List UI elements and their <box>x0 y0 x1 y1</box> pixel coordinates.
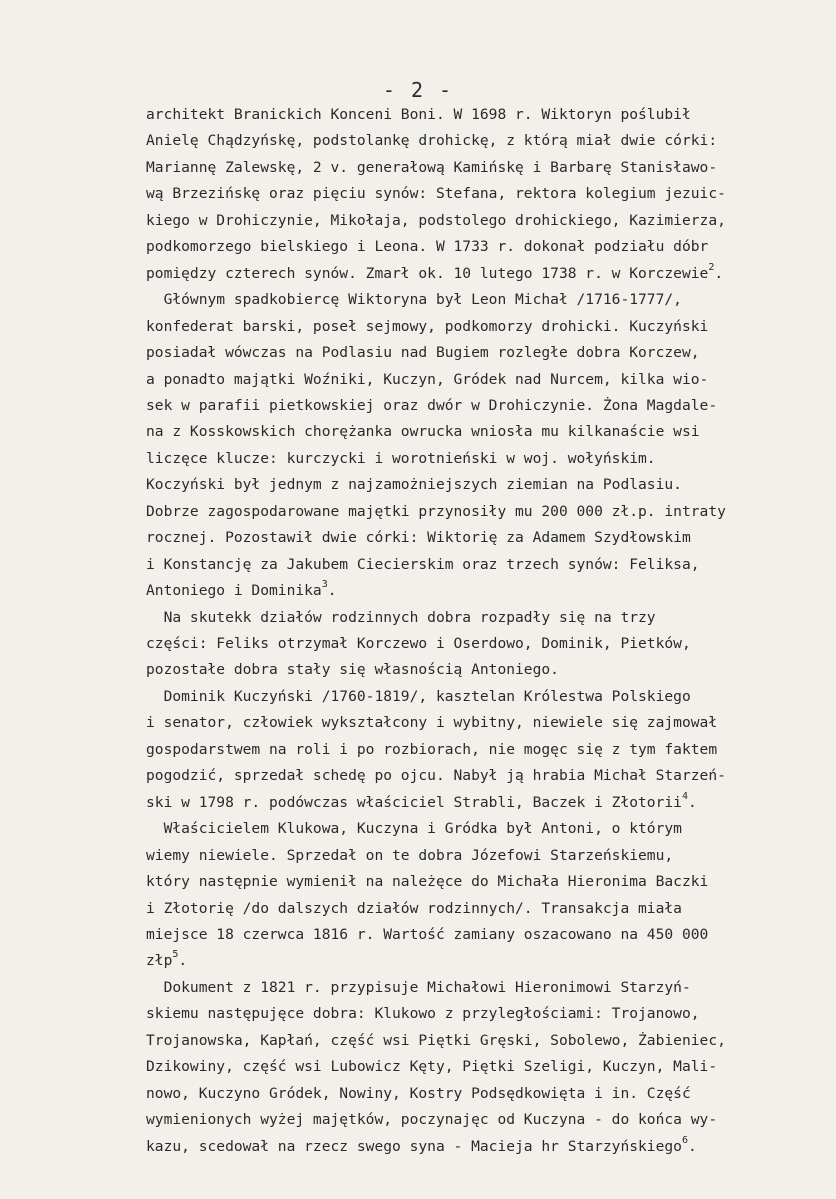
line-tail: . <box>688 793 697 811</box>
line-text: Mariannę Zalewskę, 2 v. generałową Kamińskę i Barbarę Stanisławo- <box>146 158 718 176</box>
line-text: Głównym spadkobiercę Wiktoryna był Leon Michał /1716-1777/, <box>146 291 682 309</box>
line-text: kazu, scedował na rzecz swego syna - Macieja hr Starzyńskiego <box>146 1137 682 1155</box>
text-line <box>146 1134 697 1157</box>
text-line <box>146 687 691 707</box>
text-line <box>146 237 708 257</box>
text-line <box>146 131 717 151</box>
text-line <box>146 343 700 363</box>
line-text: podkomorzego bielskiego i Leona. W 1733 r. dokonał podziału dóbr <box>146 238 709 256</box>
text-line <box>146 528 691 548</box>
text-line <box>146 1031 726 1051</box>
line-text: pozostałe dobra stały się własnością Antoniego. <box>146 661 559 679</box>
line-tail: . <box>327 582 337 600</box>
line-text: na z Kosskowskich chorężanka owrucka wniosła mu kilkanaście wsi <box>146 423 700 441</box>
text-line <box>146 581 337 601</box>
line-text: który następnie wymienił na należęce do Michała Hieronima Baczki <box>146 873 709 891</box>
footnote-marker: 5 <box>172 949 179 961</box>
text-line <box>146 317 708 337</box>
text-line <box>146 634 691 654</box>
text-line <box>146 925 708 945</box>
footnote-marker: 6 <box>681 1134 688 1146</box>
page-number: - 2 - <box>382 78 454 102</box>
line-text: a ponadto majątki Woźniki, Kuczyn, Gródek nad Nurcem, kilka wio- <box>146 370 709 388</box>
text-line <box>146 396 717 416</box>
text-line <box>146 790 697 813</box>
text-line <box>146 978 691 998</box>
line-text: kiego w Drohiczynie, Mikołaja, podstolego drohickiego, Kazimierza, <box>146 211 726 229</box>
line-text: Dzikowiny, część wsi Lubowicz Kęty, Piętki Szeligi, Kuczyn, Mali- <box>146 1058 718 1076</box>
line-text: posiadał wówczas na Podlasiu nad Bugiem rozległe dobra Korczew, <box>146 344 700 362</box>
line-text: wymienionych wyżej majętków, poczynajęc od Kuczyna - do końca wy- <box>146 1111 718 1129</box>
line-text: rocznej. Pozostawił dwie córki: Wiktorię za Adamem Szydłowskim <box>146 529 691 547</box>
line-text: skiemu następujęce dobra: Klukowo z przyległościami: Trojanowo, <box>146 1005 700 1023</box>
text-line <box>146 1084 691 1104</box>
text-line <box>146 608 656 628</box>
text-line <box>146 1110 717 1130</box>
text-line <box>146 158 717 178</box>
line-text: Koczyński był jednym z najzamożniejszych ziemian na Podlasiu. <box>146 476 682 494</box>
line-text: gospodarstwem na roli i po rozbiorach, nie mogęc się z tym faktem <box>146 740 718 758</box>
line-text: Anielę Chądzyńskę, podstolankę drohickę, z którą miał dwie córki: <box>146 132 718 150</box>
text-line <box>146 1057 717 1077</box>
text-line <box>146 766 726 786</box>
text-line <box>146 502 726 522</box>
text-line <box>146 819 682 839</box>
line-text: części: Feliks otrzymał Korczewo i Oserdowo, Dominik, Pietków, <box>146 635 691 652</box>
line-text: i senator, człowiek wykształcony i wybitny, niewiele się zajmował <box>146 714 718 732</box>
text-line <box>146 370 708 390</box>
line-text: ski w 1798 r. podówczas właściciel Strabli, Baczek i Złotorii <box>146 793 682 811</box>
line-text: Trojanowska, Kapłań, część wsi Piętki Gręski, Sobolewo, Żabieniec, <box>146 1031 726 1049</box>
text-line <box>146 951 187 971</box>
text-line <box>146 449 656 469</box>
text-line <box>146 475 682 495</box>
line-text: wą Brzezińskę oraz pięciu synów: Stefana, rektora kolegium jezuic- <box>146 185 726 203</box>
text-line <box>146 713 717 733</box>
line-text: pomiędzy czterech synów. Zmarł ok. 10 lutego 1738 r. w Korczewie <box>146 264 709 282</box>
line-text: konfederat barski, poseł sejmowy, podkomorzy drohicki. Kuczyński <box>146 317 709 335</box>
line-tail: . <box>178 952 188 970</box>
text-line <box>146 105 691 125</box>
line-text: i Konstancję za Jakubem Ciecierskim oraz trzech synów: Feliksa, <box>146 555 700 573</box>
line-text: Antoniego i Dominika <box>146 582 322 600</box>
text-line <box>146 846 673 866</box>
line-text: pogodzić, sprzedał schedę po ojcu. Nabył ją hrabia Michał Starzeń- <box>146 767 726 785</box>
line-text: Dominik Kuczyński /1760-1819/, kasztelan Królestwa Polskiego <box>146 687 691 705</box>
text-line <box>146 660 559 680</box>
line-text: Właścicielem Klukowa, Kuczyna i Gródka był Antoni, o którym <box>146 820 682 838</box>
line-text: Dokument z 1821 r. przypisuje Michałowi Hieronimowi Starzyń- <box>146 978 691 996</box>
footnote-marker: 3 <box>321 579 328 591</box>
text-line <box>146 290 682 310</box>
text-line <box>146 1004 700 1024</box>
text-line <box>146 555 700 575</box>
text-line <box>146 184 726 204</box>
line-text: złp <box>146 952 173 970</box>
line-text: liczęce klucze: kurczycki i worotnieński w woj. wołyńskim. <box>146 449 656 467</box>
line-text: wiemy niewiele. Sprzedał on te dobra Józefowi Starzeńskiemu, <box>146 846 674 864</box>
line-text: miejsce 18 czerwca 1816 r. Wartość zamiany oszacowano na 450 000 <box>146 925 709 943</box>
line-text: architekt Branickich Konceni Boni. W 1698 r. Wiktoryn poślubił <box>146 106 691 123</box>
line-text: Na skutekk działów rodzinnych dobra rozpadły się na trzy <box>146 608 656 626</box>
text-line <box>146 261 724 284</box>
text-line <box>146 899 682 919</box>
text-line <box>146 422 700 442</box>
line-text: i Złotorię /do dalszych działów rodzinnych/. Transakcja miała <box>146 899 682 917</box>
text-line <box>146 740 717 760</box>
footnote-marker: 2 <box>708 261 715 273</box>
line-tail: . <box>688 1137 697 1155</box>
text-line <box>146 872 708 892</box>
line-text: sek w parafii pietkowskiej oraz dwór w Drohiczynie. Żona Magdale- <box>146 396 718 414</box>
footnote-marker: 4 <box>681 790 688 802</box>
line-text: nowo, Kuczyno Gródek, Nowiny, Kostry Podsędkowięta i in. Część <box>146 1084 691 1102</box>
line-tail: . <box>714 264 724 282</box>
line-text: Dobrze zagospodarowane majętki przynosiły mu 200 000 zł.p. intraty <box>146 502 726 520</box>
text-line <box>146 211 726 231</box>
